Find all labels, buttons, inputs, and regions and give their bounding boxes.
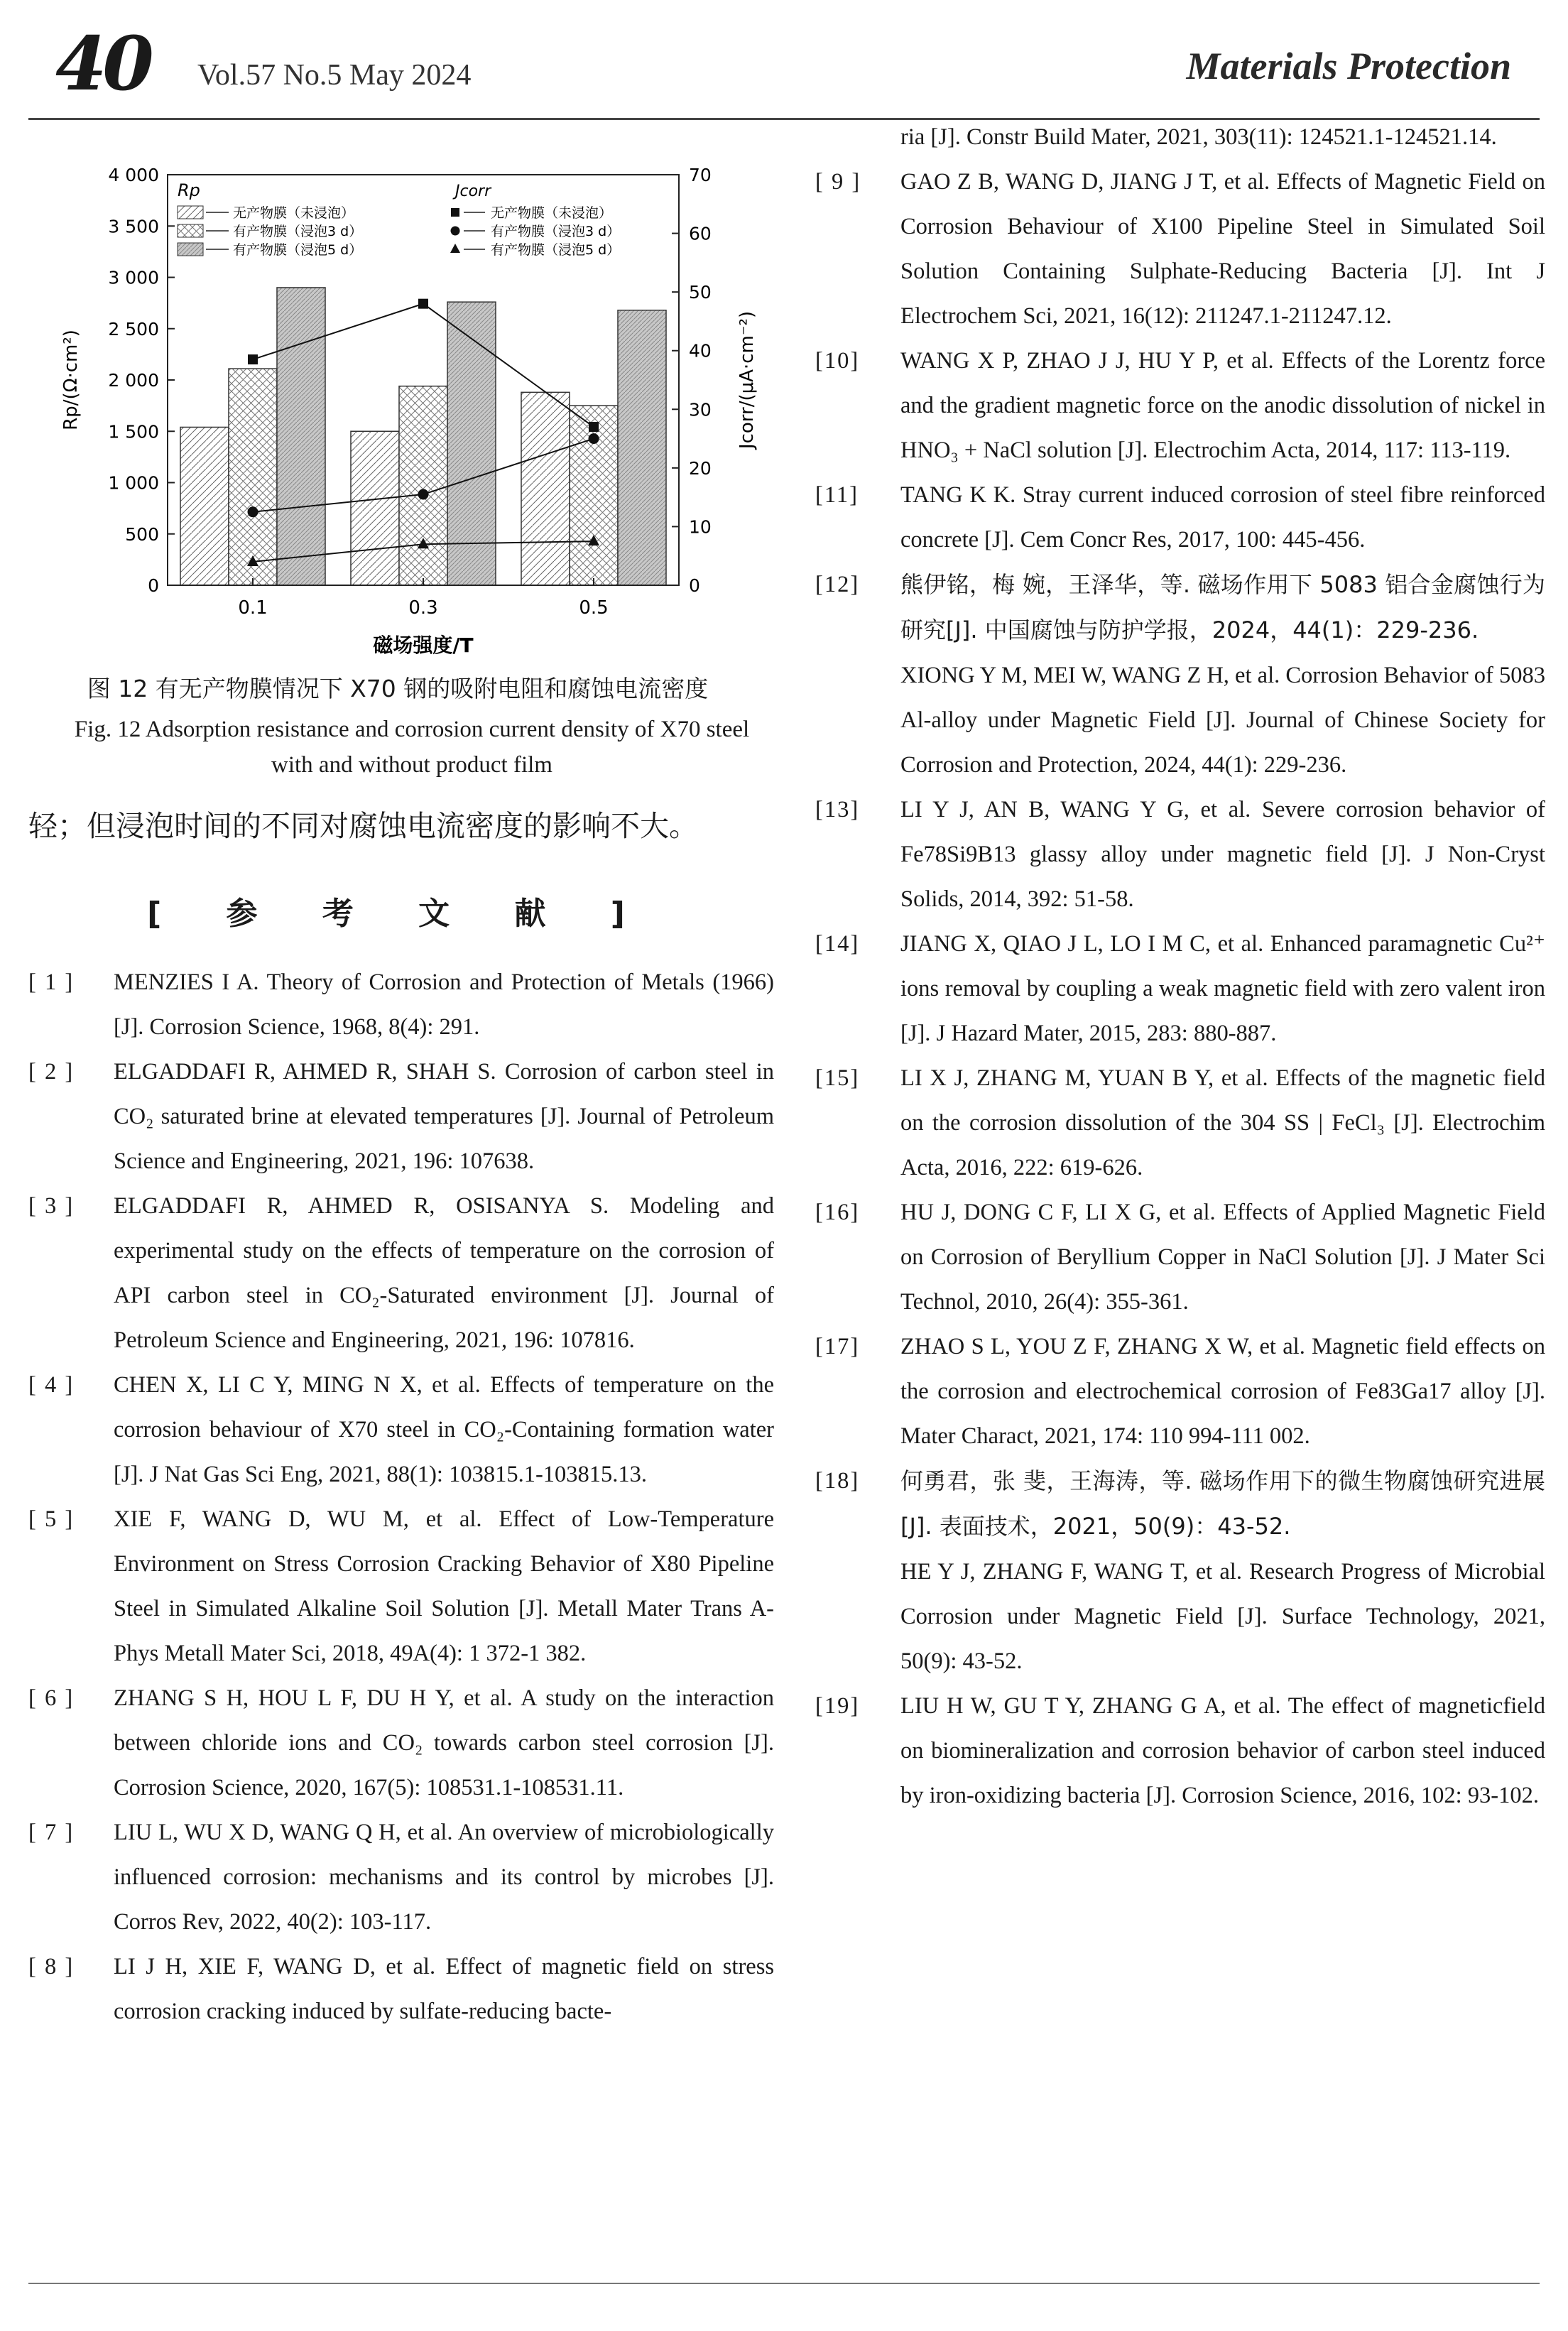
reference-text: XIONG Y M, MEI W, WANG Z H, et al. Corrosion Behavior of 5083 Al-alloy under Magnetic Field [J]. Journal of Chinese Society for Corrosion and Protection, 2024, 44(1): 229-236. [900, 663, 1545, 778]
reference-text: LIU L, WU X D, WANG Q H, et al. An overview of microbiologically influenced corrosion: mechanisms and its control by microbes [J]. Corros Rev, 2022, 40(2): 103-117. [114, 1820, 774, 1935]
reference-item [28, 1363, 774, 1497]
legend-label: 有产物膜（浸泡3 d） [491, 224, 621, 239]
references-title: [ 参 考 文 献 ] [147, 896, 652, 932]
right-tick-label: 10 [689, 516, 712, 538]
reference-text: TANG K K. Stray current induced corrosion of steel fibre reinforced concrete [J]. Cem Concr Res, 2017, 100: 445-456. [900, 482, 1545, 553]
right-tick-label: 40 [689, 340, 712, 362]
figure-caption-cn: 图 12 有无产物膜情况下 X70 钢的吸附电阻和腐蚀电流密度 [87, 675, 709, 702]
reference-item [28, 960, 774, 1050]
reference-number: [13] [815, 797, 860, 822]
legend-marker-square [451, 208, 459, 217]
right-tick-label: 0 [689, 575, 700, 596]
reference-text: MENZIES I A. Theory of Corrosion and Protection of Metals (1966) [J]. Corrosion Science, 1968, 8(4): 291. [114, 969, 774, 1040]
reference-number: [15] [815, 1065, 860, 1091]
reference-number: [ 4 ] [28, 1372, 75, 1398]
left-tick-label: 2 500 [108, 318, 159, 339]
reference-text: HE Y J, ZHANG F, WANG T, et al. Research Progress of Microbial Corrosion under Magnetic Field [J]. Surface Technology, 2021, 50(9): 43-52. [900, 1559, 1545, 1674]
legend-label: 有产物膜（浸泡5 d） [491, 242, 621, 258]
x-tick-label: 0.3 [408, 597, 438, 619]
legend-label: 有产物膜（浸泡5 d） [233, 242, 363, 258]
left-tick-label: 1 500 [108, 421, 159, 442]
references-left-column [28, 960, 774, 2034]
reference-item [815, 1459, 1545, 1684]
legend-swatch [178, 243, 203, 256]
reference-text: JIANG X, QIAO J L, LO I M C, et al. Enhanced paramagnetic Cu²⁺ ions removal by coupling a weak magnetic field with zero valent iron [J]. J Hazard Mater, 2015, 283: 880-887. [900, 931, 1545, 1046]
reference-text-cn: 熊伊铭，梅 婉，王泽华，等. 磁场作用下 5083 铝合金腐蚀行为研究[J]. 中国腐蚀与防护学报，2024，44(1)：229-236. [900, 571, 1545, 643]
bar-film-3d [399, 386, 447, 585]
right-tick-label: 30 [689, 399, 712, 420]
right-tick-label: 60 [689, 223, 712, 244]
reference-item [815, 563, 1545, 788]
legend-marker-circle [451, 227, 460, 236]
reference-number: [ 8 ] [28, 1954, 75, 1979]
reference-number: [ 9 ] [815, 169, 861, 195]
marker-circle [418, 489, 429, 500]
left-tick-label: 3 000 [108, 267, 159, 288]
x-axis-label: 磁场强度/T [373, 634, 474, 657]
reference-item [815, 1325, 1545, 1459]
reference-text: XIE F, WANG D, WU M, et al. Effect of Low-Temperature Environment on Stress Corrosion Cracking Behavior of X80 Pipeline Steel in Simulated Alkaline Soil Solution [J]. Metall Mater Trans A-Phys Metall Mater Sci, 2018, 49A(4): 1 372-1 382. [114, 1506, 774, 1666]
left-tick-label: 3 500 [108, 216, 159, 237]
reference-item [28, 1945, 774, 2034]
right-y-axis-label: Jcorr/(μA·cm⁻²) [736, 310, 758, 450]
reference-text: LI Y J, AN B, WANG Y G, et al. Severe corrosion behavior of Fe78Si9B13 glassy alloy under magnetic field [J]. J Non-Cryst Solids, 2014, 392: 51-58. [900, 797, 1545, 912]
bar-no-film [521, 392, 570, 585]
body-text: 轻；但浸泡时间的不同对腐蚀电流密度的影响不大。 [28, 809, 698, 843]
reference-number: [10] [815, 348, 860, 374]
reference-item [28, 1810, 774, 1945]
journal-name: Materials Protection [1186, 45, 1511, 87]
reference-number: [ 5 ] [28, 1506, 75, 1532]
reference-text: CHEN X, LI C Y, MING N X, et al. Effects of temperature on the corrosion behaviour of X70 steel in CO₂-Containing formation water [J]. J Nat Gas Sci Eng, 2021, 88(1): 103815.1-103815.13. [114, 1372, 774, 1487]
bar-film-5d [618, 310, 666, 585]
left-tick-label: 2 000 [108, 370, 159, 391]
reference-number: [17] [815, 1334, 860, 1359]
legend-marker-triangle [450, 244, 460, 253]
left-tick-label: 0 [148, 575, 159, 596]
reference-item [815, 160, 1545, 339]
left-tick-label: 1 000 [108, 472, 159, 494]
marker-square [418, 299, 428, 309]
reference-text: LI X J, ZHANG M, YUAN B Y, et al. Effects of the magnetic field on the corrosion dissolution of the 304 SS | FeCl₃ [J]. Electrochim Acta, 2016, 222: 619-626. [900, 1065, 1545, 1180]
legend-label: 无产物膜（未浸泡） [233, 205, 355, 221]
legend-title-jcorr: Jcorr [455, 183, 491, 200]
marker-square [589, 422, 599, 432]
reference-number: [12] [815, 572, 860, 597]
reference-continuation: ria [J]. Constr Build Mater, 2021, 303(11): 124521.1-124521.14. [900, 124, 1497, 150]
legend-label: 无产物膜（未浸泡） [491, 205, 613, 221]
reference-text-cn: 何勇君，张 斐，王海涛，等. 磁场作用下的微生物腐蚀研究进展[J]. 表面技术，2021，50(9)：43-52. [900, 1467, 1545, 1540]
issue-info: Vol.57 No.5 May 2024 [197, 59, 472, 92]
bar-no-film [180, 427, 229, 585]
reference-text: HU J, DONG C F, LI X G, et al. Effects of Applied Magnetic Field on Corrosion of Beryllium Copper in NaCl Solution [J]. J Mater Sci Technol, 2010, 26(4): 355-361. [900, 1200, 1545, 1315]
bar-film-3d [570, 406, 618, 585]
reference-text: LIU H W, GU T Y, ZHANG G A, et al. The effect of magneticfield on biomineralization and corrosion behavior of carbon steel induced by iron-oxidizing bacteria [J]. Corrosion Science, 2016, 102: 93-102. [900, 1693, 1545, 1808]
reference-number: [ 7 ] [28, 1820, 75, 1845]
bar-no-film [351, 431, 399, 585]
reference-text: ZHANG S H, HOU L F, DU H Y, et al. A study on the interaction between chloride ions and CO₂ towards carbon steel corrosion [J]. Corrosion Science, 2020, 167(5): 108531.1-108531.11. [114, 1685, 774, 1800]
reference-item [815, 1056, 1545, 1190]
right-tick-label: 70 [689, 165, 712, 185]
reference-item [28, 1184, 774, 1363]
page-number: 40 [55, 20, 150, 107]
marker-square [248, 354, 258, 364]
reference-item [815, 922, 1545, 1056]
reference-text: ELGADDAFI R, AHMED R, OSISANYA S. Modeling and experimental study on the effects of temperature on the corrosion of API carbon steel in CO₂-Saturated environment [J]. Journal of Petroleum Science and Engineering, 2021, 196: 107816. [114, 1193, 774, 1353]
reference-item [815, 473, 1545, 563]
legend-swatch [178, 224, 203, 237]
reference-number: [11] [815, 482, 859, 508]
marker-circle [589, 433, 599, 444]
reference-item [815, 1190, 1545, 1325]
reference-number: [ 1 ] [28, 969, 75, 995]
reference-number: [19] [815, 1693, 860, 1719]
reference-text: LI J H, XIE F, WANG D, et al. Effect of magnetic field on stress corrosion cracking induced by sulfate-reducing bacte- [114, 1954, 774, 2024]
reference-number: [ 3 ] [28, 1193, 75, 1219]
reference-text: ELGADDAFI R, AHMED R, SHAH S. Corrosion of carbon steel in CO₂ saturated brine at elevated temperatures [J]. Journal of Petroleum Science and Engineering, 2021, 196: 107638. [114, 1059, 774, 1174]
footer-rule [28, 2283, 1540, 2284]
x-tick-label: 0.5 [579, 597, 609, 619]
reference-number: [14] [815, 931, 860, 957]
bar-film-5d [277, 288, 325, 585]
reference-text: ZHAO S L, YOU Z F, ZHANG X W, et al. Magnetic field effects on the corrosion and electrochemical corrosion of Fe83Ga17 alloy [J]. Mater Charact, 2021, 174: 110 994-111 002. [900, 1334, 1545, 1449]
left-tick-label: 500 [125, 523, 159, 545]
marker-circle [248, 506, 258, 517]
reference-item [28, 1050, 774, 1184]
right-tick-label: 20 [689, 457, 712, 479]
figure-12-chart [28, 149, 767, 661]
references-right-column [815, 115, 1545, 1818]
reference-number: [ 6 ] [28, 1685, 75, 1711]
right-tick-label: 50 [689, 282, 712, 303]
reference-text: GAO Z B, WANG D, JIANG J T, et al. Effects of Magnetic Field on Corrosion Behaviour of X100 Pipeline Steel in Simulated Soil Solution Containing Sulphate-Reducing Bacteria [J]. Int J Electrochem Sci, 2021, 16(12): 211247.1-211247.12. [900, 169, 1545, 329]
left-tick-label: 4 000 [108, 165, 159, 185]
reference-number: [18] [815, 1468, 860, 1494]
bar-film-3d [229, 369, 277, 585]
legend-swatch [178, 206, 203, 219]
left-y-axis-label: Rp/(Ω·cm²) [60, 330, 82, 430]
reference-item [28, 1497, 774, 1676]
legend-title-rp: Rp [178, 180, 200, 200]
reference-number: [ 2 ] [28, 1059, 75, 1085]
x-tick-label: 0.1 [238, 597, 268, 619]
reference-item [815, 339, 1545, 473]
reference-item [28, 1676, 774, 1810]
figure-caption-en: Fig. 12 Adsorption resistance and corrosion current density of X70 steel with and without product film [74, 717, 750, 778]
reference-number: [16] [815, 1200, 860, 1225]
reference-item [815, 788, 1545, 922]
legend-label: 有产物膜（浸泡3 d） [233, 224, 363, 239]
reference-item [815, 1684, 1545, 1818]
reference-text: WANG X P, ZHAO J J, HU Y P, et al. Effects of the Lorentz force and the gradient magnetic force on the anodic dissolution of nickel in HNO₃ + NaCl solution [J]. Electrochim Acta, 2014, 117: 113-119. [900, 348, 1545, 463]
